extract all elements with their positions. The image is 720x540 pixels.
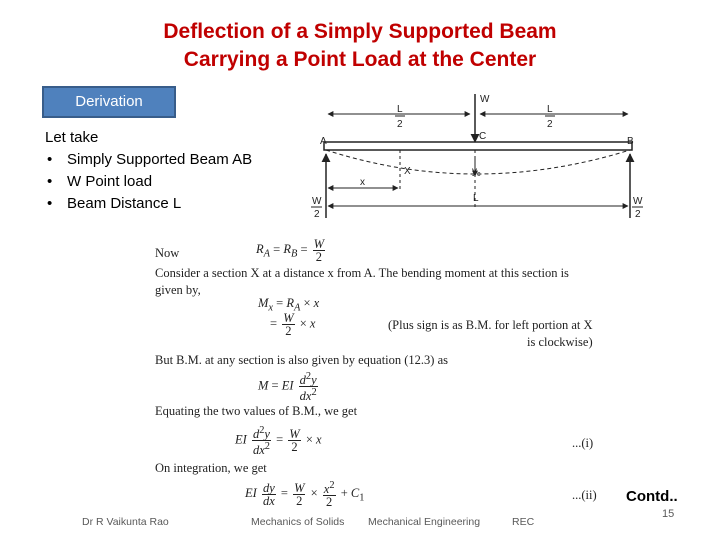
title-line-2: Carrying a Point Load at the Center — [183, 48, 537, 71]
bullet-item: • Simply Supported Beam AB — [45, 149, 252, 171]
now-text: Now — [155, 246, 180, 260]
span-label: L — [473, 193, 479, 204]
reaction-b-den: 2 — [635, 209, 641, 220]
half-span-den: 2 — [547, 119, 553, 130]
half-span-den: 2 — [397, 119, 403, 130]
point-b-label: B — [627, 136, 634, 147]
equation-ei: M = EI $\frac{d^2y}{dx^2}$ — [258, 371, 317, 404]
on-integration-text: On integration, we get — [155, 461, 267, 475]
footer-author: Dr R Vaikunta Rao — [82, 516, 169, 528]
point-c-label: C — [479, 131, 487, 142]
intro-heading: Let take — [45, 129, 99, 146]
point-a-label: A — [320, 136, 327, 147]
equation-i-label: ...(i) — [572, 436, 594, 450]
half-span-num: L — [547, 104, 553, 115]
plus-sign-note-1: (Plus sign is as B.M. for left portion at X — [388, 318, 593, 332]
equation-ii-label: ...(ii) — [572, 488, 597, 502]
footer-course: Mechanics of Solids — [251, 516, 345, 528]
plus-sign-note-2: is clockwise) — [527, 335, 593, 349]
slide-title — [0, 18, 720, 74]
x-label: x — [360, 177, 365, 188]
intro-list — [45, 127, 252, 215]
yc-label: $y_c$ — [472, 166, 481, 178]
half-span-num: L — [397, 104, 403, 115]
but-bm-text: But B.M. at any section is also given by equation (12.3) as — [155, 353, 449, 367]
continued-label: Contd.. — [626, 488, 678, 505]
bullet-item: • Beam Distance L — [45, 193, 252, 215]
reaction-b-num: W — [633, 196, 643, 207]
bullet-icon: • — [47, 173, 53, 190]
bullet-item: • W Point load — [45, 171, 252, 193]
equation-ii: EI $\frac{dy}{dx}$ = $\frac{W}{2}$ × $\frac{x^2}{2}$ + $C_1$ — [245, 480, 365, 510]
page-number: 15 — [662, 508, 675, 520]
equation-i: EI $\frac{d^2y}{dx^2}$ = $\frac{W}{2}$ × x — [235, 425, 322, 458]
equation-reactions: $R_A = R_B$ = $\frac{W}{2}$ — [256, 237, 325, 264]
footer-department: Mechanical Engineering — [368, 516, 481, 528]
derivation-label: Derivation — [42, 86, 176, 118]
reaction-a-den: 2 — [314, 209, 320, 220]
footer-institution: REC — [512, 516, 535, 528]
equating-text: Equating the two values of B.M., we get — [155, 404, 358, 418]
section-x-label: X — [404, 166, 411, 177]
consider-text: Consider a section X at a distance x from A. The bending moment at this section is — [155, 266, 569, 280]
equation-moment-2: = $\frac{W}{2}$ × x — [270, 311, 316, 338]
beam-diagram — [300, 88, 655, 228]
title-line-1: Deflection of a Simply Supported Beam — [163, 20, 557, 43]
bullet-icon: • — [47, 151, 53, 168]
reaction-a-num: W — [312, 196, 322, 207]
load-label: W — [480, 94, 490, 105]
given-by-text: given by, — [155, 283, 201, 297]
equation-moment-1: $M_x = R_A \times x$ — [258, 296, 320, 314]
bullet-icon: • — [47, 195, 53, 212]
beam — [324, 142, 632, 150]
